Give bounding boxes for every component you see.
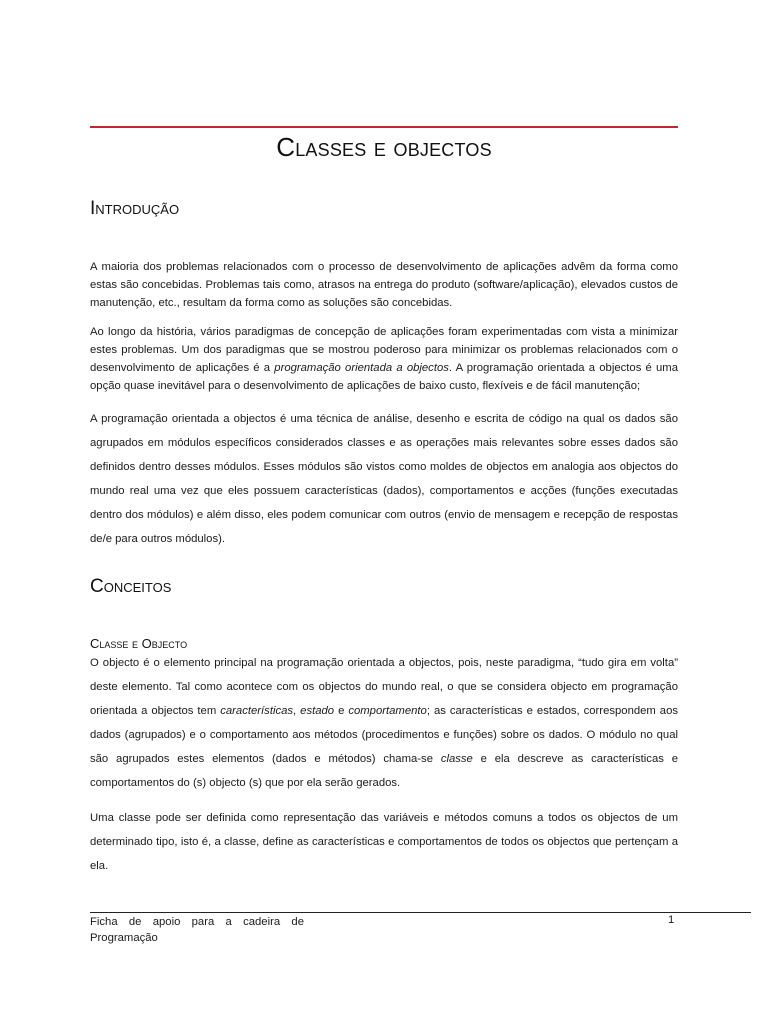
footer-line-1: Ficha de apoio para a cadeira de bbox=[90, 916, 304, 928]
page-title: Classes e objectos bbox=[276, 132, 492, 162]
text-run: e ela descreve as características e comportamentos do (s) objecto (s) que por ela serão gerados. bbox=[90, 753, 678, 789]
footer-caption bbox=[90, 914, 304, 946]
paragraph-intro-1: A maioria dos problemas relacionados com o processo de desenvolvimento de aplicações advêm da forma como estas são concebidas. Problemas tais como, atrasos na entrega do produto (software/aplicação), elevados custos de manutenção, etc., resultam da forma como as soluções são concebidas. bbox=[90, 261, 678, 309]
text-run: ; as características e estados, correspondem aos dados (agrupados) e o comportamento aos métodos (procedimentos e funções) sobre os dados. O módulo no qual são agrupados estes elementos (dados e métodos) chama-se bbox=[90, 705, 679, 765]
paragraph-concept-2: Uma classe pode ser definida como representação das variáveis e métodos comuns a todos os objectos de um determinado tipo, isto é, a classe, define as características e comportamentos de todos os objectos que pertençam a ela. bbox=[90, 812, 678, 872]
text-run: , bbox=[293, 705, 301, 717]
text-run: . A programação orientada a objectos é uma opção quase inevitável para o desenvolvimento de aplicações de baixo custo, flexíveis e de fácil manutenção; bbox=[90, 362, 678, 392]
text-run: e bbox=[334, 705, 349, 717]
paragraph-intro-2 bbox=[90, 323, 678, 395]
title-top-rule bbox=[90, 126, 678, 128]
page-number: 1 bbox=[668, 914, 675, 926]
footer-rule bbox=[90, 912, 751, 913]
subsection-heading-classe-objecto: Classe e Objecto bbox=[90, 636, 188, 651]
paragraph-concept-1 bbox=[90, 651, 678, 795]
footer-line-2: Programação bbox=[90, 932, 158, 944]
section-heading-introducao: Introdução bbox=[90, 198, 180, 219]
emphasis-text: estado bbox=[300, 705, 335, 717]
text-run: O objecto é o elemento principal na programação orientada a objectos, pois, neste paradigma, “tudo gira em volta” deste elemento. Tal como acontece com os objectos do mundo real, o que se considera objecto em programação orientada a objectos tem bbox=[90, 657, 678, 717]
emphasis-text: classe bbox=[440, 753, 473, 765]
emphasis-text: características bbox=[220, 705, 294, 717]
paragraph-intro-3: A programação orientada a objectos é uma técnica de análise, desenho e escrita de código na qual os dados são agrupados em módulos específicos considerados classes e as operações mais relevantes sobre esses dados são definidos dentro desses módulos. Esses módulos são vistos como moldes de objectos em analogia aos objectos do mundo real uma vez que eles possuem características (dados), comportamentos e acções (funções executadas dentro dos módulos) e além disso, eles podem comunicar com outros (envio de mensagem e recepção de respostas de/e para outros módulos). bbox=[90, 413, 678, 545]
text-run: Ao longo da história, vários paradigmas de concepção de aplicações foram experimentadas com vista a minimizar estes problemas. Um dos paradigmas que se mostrou poderoso para minimizar os problemas relacionados com o desenvolvimento de aplicações é a bbox=[90, 326, 678, 374]
section-heading-conceitos: Conceitos bbox=[90, 576, 172, 597]
emphasis-text: comportamento bbox=[348, 705, 427, 717]
emphasis-text: programação orientada a objectos bbox=[274, 362, 449, 374]
